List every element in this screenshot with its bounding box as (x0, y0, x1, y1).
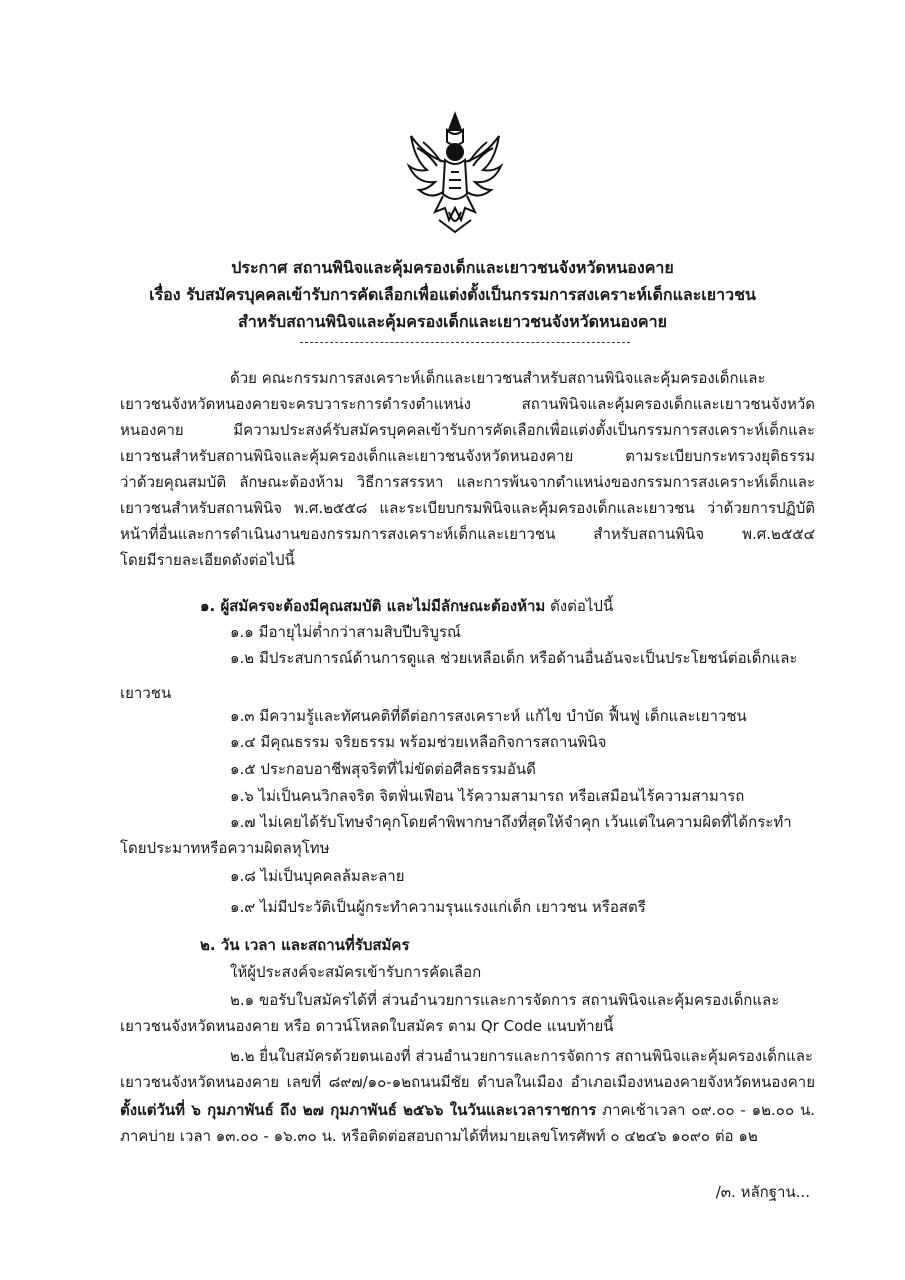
intro-line: เยาวชนจังหวัดหนองคายจะครบวาระการดำรงตำแหน่ง สถานพินิจและคุ้มครองเด็กและเยาวชนจังหวัด (120, 395, 815, 413)
section2-lead: ให้ผู้ประสงค์จะสมัครเข้ารับการคัดเลือก (230, 963, 482, 981)
application-item: ๒.๑ ขอรับใบสมัครได้ที่ ส่วนอำนวยการและการจัดการ สถานพินิจและคุ้มครองเด็กและ (230, 991, 780, 1009)
application-item-cont: เยาวชนจังหวัดหนองคาย หรือ ดาวน์โหลดใบสมัคร ตาม Qr Code แนบท้ายนี้ (120, 1017, 614, 1035)
section1-heading (200, 596, 613, 616)
section1-heading-bold: ๑. ผู้สมัครจะต้องมีคุณสมบัติ และไม่มีลักษณะต้องห้าม (200, 597, 546, 615)
announcement-subject: เรื่อง รับสมัครบุคคลเข้ารับการคัดเลือกเพื่อแต่งตั้งเป็นกรรมการสงเคราะห์เด็กและเยาวชน (149, 285, 756, 304)
intro-line: เยาวชนสำหรับสถานพินิจและคุ้มครองเด็กและเยาวชนจังหวัดหนองคาย ตามระเบียบกระทรวงยุติธรรม (120, 447, 815, 465)
intro-line: ว่าด้วยคุณสมบัติ ลักษณะต้องห้าม วิธีการสรรหา และการพ้นจากตำแหน่งของกรรมการสงเคราะห์เด็กและ (120, 473, 815, 491)
header-divider (300, 342, 630, 343)
qualification-item: ๑.๔ มีคุณธรรม จริยธรรม พร้อมช่วยเหลือกิจการสถานพินิจ (230, 733, 607, 751)
application-dates (120, 1100, 815, 1120)
qualification-item: ๑.๒ มีประสบการณ์ด้านการดูแล ช่วยเหลือเด็ก หรือด้านอื่นอันจะเป็นประโยชน์ต่อเด็กและ (230, 649, 798, 667)
section1-heading-tail: ดังต่อไปนี้ (545, 597, 614, 615)
continued-marker: /๓. หลักฐาน... (715, 1183, 810, 1201)
application-item: ๒.๒ ยื่นใบสมัครด้วยตนเองที่ ส่วนอำนวยการและการจัดการ สถานพินิจและคุ้มครองเด็กและ (230, 1047, 814, 1065)
qualification-item: ๑.๘ ไม่เป็นบุคคลล้มละลาย (230, 867, 405, 885)
intro-line: หน้าที่อื่นและการดำเนินงานของกรรมการสงเคราะห์เด็กและเยาวชน สำหรับสถานพินิจ พ.ศ.๒๕๕๔ (120, 525, 815, 543)
application-contact: ภาคบ่าย เวลา ๑๓.๐๐ - ๑๖.๓๐ น. หรือติดต่อสอบถามได้ที่หมายเลขโทรศัพท์ ๐ ๔๒๔๖ ๑๐๙๐ ต่อ ๑๒ (120, 1127, 758, 1145)
application-dates-tail: ภาคเช้าเวลา ๐๙.๐๐ - ๑๒.๐๐ น. (596, 1101, 815, 1119)
garuda-emblem-icon (405, 108, 505, 236)
intro-line: เยาวชนสำหรับสถานพินิจ พ.ศ.๒๕๕๘ และระเบียบกรมพินิจและคุ้มครองเด็กและเยาวชน ว่าด้วยการปฏิบัติ (120, 499, 815, 517)
qualification-item-cont: โดยประมาทหรือความผิดลหุโทษ (120, 839, 330, 857)
section2-heading: ๒. วัน เวลา และสถานที่รับสมัคร (200, 936, 410, 954)
intro-line: โดยมีรายละเอียดดังต่อไปนี้ (120, 551, 295, 569)
qualification-item: ๑.๕ ประกอบอาชีพสุจริตที่ไม่ขัดต่อศีลธรรมอันดี (230, 760, 536, 778)
announcement-title: ประกาศ สถานพินิจและคุ้มครองเด็กและเยาวชนจังหวัดหนองคาย (231, 258, 674, 277)
intro-line: หนองคาย มีความประสงค์รับสมัครบุคคลเข้ารับการคัดเลือกเพื่อแต่งตั้งเป็นกรรมการสงเคราะห์เด็กและ (120, 421, 815, 439)
qualification-item: ๑.๙ ไม่มีประวัติเป็นผู้กระทำความรุนแรงแก่เด็ก เยาวชน หรือสตรี (230, 898, 646, 916)
qualification-item: ๑.๖ ไม่เป็นคนวิกลจริต จิตฟั่นเฟือน ไร้ความสามารถ หรือเสมือนไร้ความสามารถ (230, 787, 745, 805)
qualification-item-cont: เยาวชน (120, 684, 172, 702)
qualification-item: ๑.๓ มีความรู้และทัศนคติที่ดีต่อการสงเคราะห์ แก้ไข บำบัด ฟื้นฟู เด็กและเยาวชน (230, 707, 747, 725)
announcement-subject-cont: สำหรับสถานพินิจและคุ้มครองเด็กและเยาวชนจังหวัดหนองคาย (238, 312, 667, 331)
application-dates-bold: ตั้งแต่วันที่ ๖ กุมภาพันธ์ ถึง ๒๗ กุมภาพันธ์ ๒๕๖๖ ในวันและเวลาราชการ (120, 1101, 597, 1119)
qualification-item: ๑.๗ ไม่เคยได้รับโทษจำคุกโดยคำพิพากษาถึงที่สุดให้จำคุก เว้นแต่ในความผิดที่ได้กระทำ (230, 813, 792, 831)
qualification-item: ๑.๑ มีอายุไม่ต่ำกว่าสามสิบปีบริบูรณ์ (230, 623, 461, 641)
intro-line: ด้วย คณะกรรมการสงเคราะห์เด็กและเยาวชนสำหรับสถานพินิจและคุ้มครองเด็กและ (230, 369, 766, 387)
application-item-cont: เยาวชนจังหวัดหนองคาย เลขที่ ๘๙๗/๑๐-๑๒ถนนมีชัย ตำบลในเมือง อำเภอเมืองหนองคายจังหวัดหนองคาย (120, 1073, 815, 1091)
